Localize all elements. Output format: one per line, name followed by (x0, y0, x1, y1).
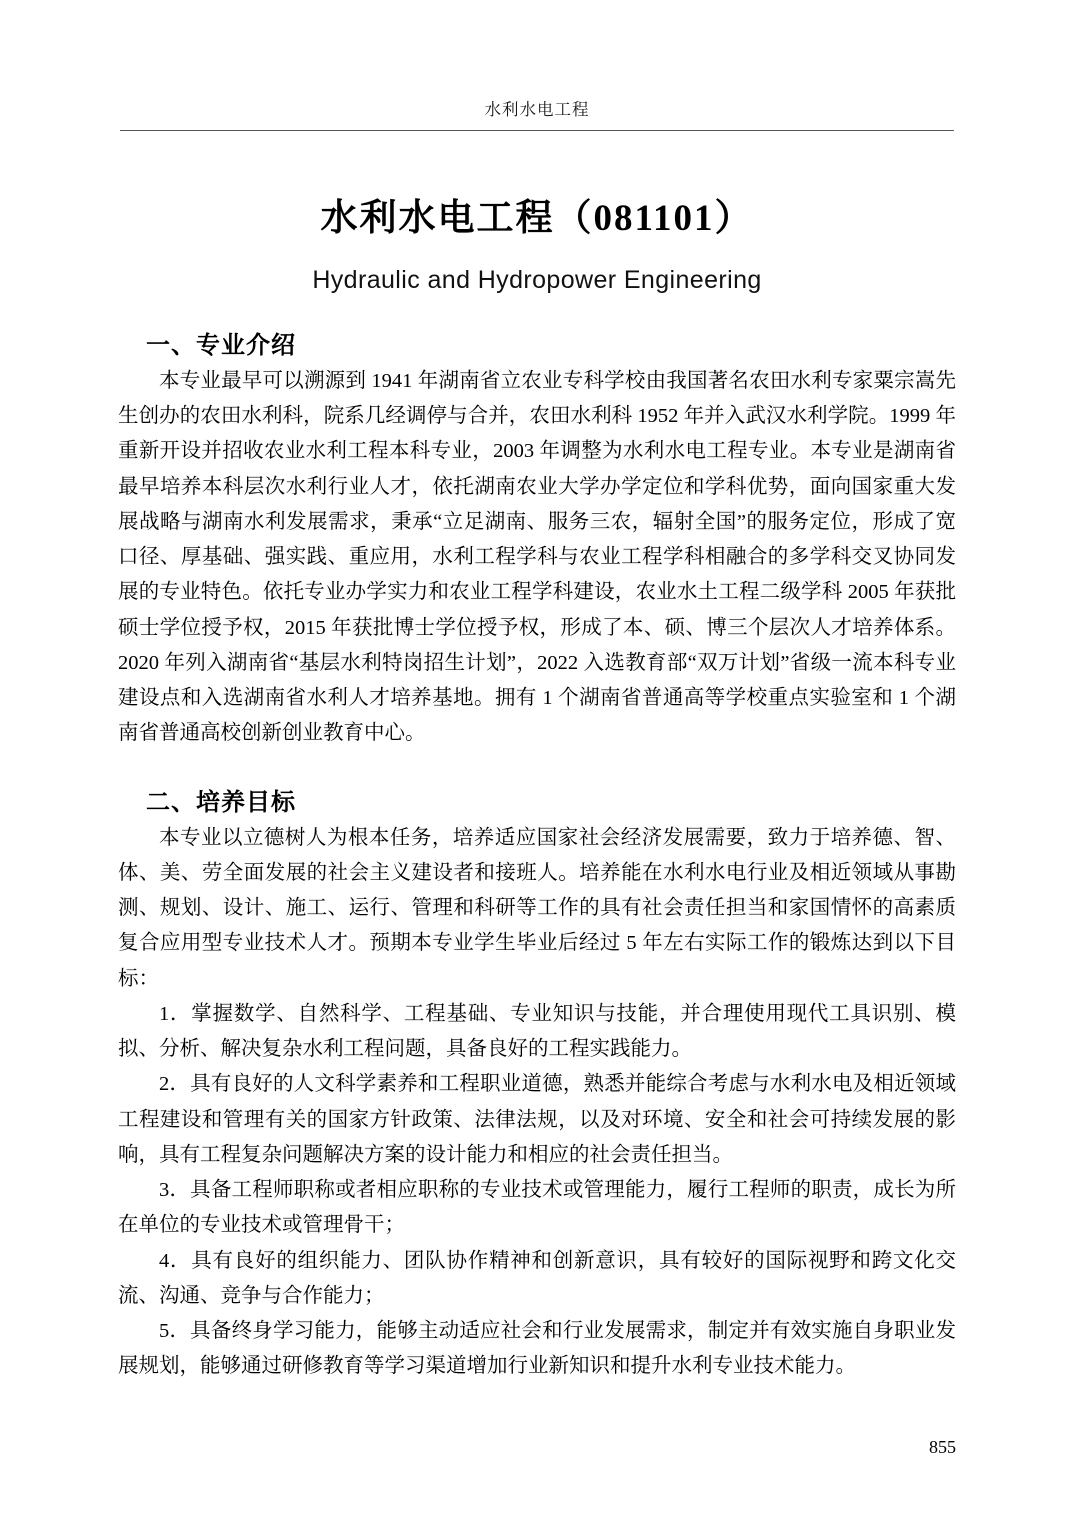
paragraph-objectives-5: 4．具有良好的组织能力、团队协作精神和创新意识，具有较好的国际视野和跨文化交流、沟通、竞争与合作能力； (118, 1249, 956, 1307)
page-title: 水利水电工程（081101） (320, 198, 754, 239)
page-subtitle: Hydraulic and Hydropower Engineering (312, 265, 762, 294)
paragraph-intro-1: 本专业最早可以溯源到 1941 年湖南省立农业专科学校由我国著名农田水利专家粟宗嵩先生创办的农田水利科，院系几经调停与合并，农田水利科 1952 年并入武汉水利学院。1999 年重新开设并招收农业水利工程本科专业，2003 年调整为水利水电工程专业。本专业是湖南省最早培养本科层次水利行业人才，依托湖南农业大学办学定位和学科优势，面向国家重大发展战略与湖南水利发展需求，秉承“立足湖南、服务三农，辐射全国”的服务定位，形成了宽口径、厚基础、强实践、重应用，水利工程学科与农业工程学科相融合的多学科交叉协同发展的专业特色。依托专业办学实力和农业工程学科建设，农业水土工程二级学科 2005 年获批硕士学位授予权，2015 年获批博士学位授予权，形成了本、硕、博三个层次人才培养体系。2020 年列入湖南省“基层水利特岗招生计划”，2022 入选教育部“双万计划”省级一流本科专业建设点和入选湖南省水利人才培养基地。拥有 1 个湖南省普通高等学校重点实验室和 1 个湖南省普通高校创新创业教育中心。 (118, 369, 956, 745)
page-header (0, 0, 1074, 131)
header-rule (120, 130, 954, 131)
section-heading-objectives: 二、培养目标 (146, 788, 296, 816)
page-number: 855 (929, 1437, 956, 1457)
running-head: 水利水电工程 (484, 100, 590, 119)
paragraph-objectives-2: 1．掌握数学、自然科学、工程基础、专业知识与技能，并合理使用现代工具识别、模拟、分析、解决复杂水利工程问题，具备良好的工程实践能力。 (118, 1002, 956, 1061)
document-body (118, 187, 956, 1385)
section-heading-intro: 一、专业介绍 (146, 331, 296, 359)
paragraph-objectives-6: 5．具备终身学习能力，能够主动适应社会和行业发展需求，制定并有效实施自身职业发展规划，能够通过研修教育等学习渠道增加行业新知识和提升水利专业技术能力。 (118, 1320, 956, 1378)
paragraph-objectives-4: 3．具备工程师职称或者相应职称的专业技术或管理能力，履行工程师的职责，成长为所在单位的专业技术或管理骨干； (118, 1179, 956, 1237)
paragraph-objectives-3: 2．具有良好的人文科学素养和工程职业道德，熟悉并能综合考虑与水利水电及相近领域工程建设和管理有关的国家方针政策、法律法规，以及对环境、安全和社会可持续发展的影响，具有工程复杂问题解决方案的设计能力和相应的社会责任担当。 (118, 1073, 956, 1166)
paragraph-objectives-1: 本专业以立德树人为根本任务，培养适应国家社会经济发展需要，致力于培养德、智、体、美、劳全面发展的社会主义建设者和接班人。培养能在水利水电行业及相近领域从事勘测、规划、设计、施工、运行、管理和科研等工作的具有社会责任担当和家国情怀的高素质复合应用型专业技术人才。预期本专业学生毕业后经过 5 年左右实际工作的锻炼达到以下目标： (118, 826, 956, 990)
